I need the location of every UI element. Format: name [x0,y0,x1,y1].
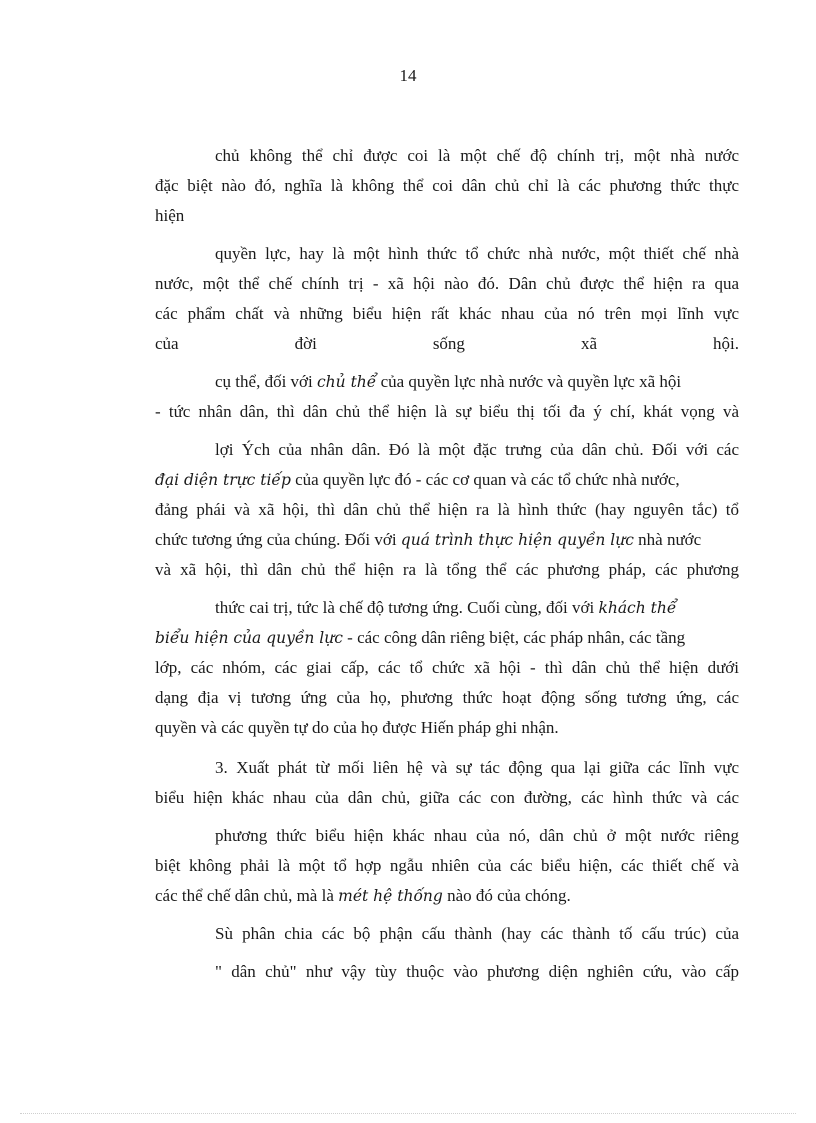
text-line: biệt không phải là một tổ hợp ngẫu nhiên của các biểu hiện, các thiết chế và [155,856,739,875]
emphasis-text: biểu hiện của quyền lực [155,629,343,647]
text-line: và xã hội, thì dân chủ thể hiện ra là tổng thể các phương pháp, các phương [155,560,739,579]
page-number: 14 [399,66,417,85]
text-line [215,371,739,393]
text-line [155,885,739,907]
text-line: lợi Ých của nhân dân. Đó là một đặc trưng của dân chủ. Đối với các [215,440,739,459]
emphasis-text: quá trình thực hiện quyền lực [400,531,634,549]
text-segment: các thể chế dân chủ, mà là [155,886,339,905]
text-segment: nhà nước [633,530,702,549]
text-segment: của quyền lực nhà nước và quyền lực xã hội [376,372,682,391]
text-line: chủ không thể chỉ được coi là một chế độ chính trị, một nhà nước [215,146,739,165]
text-line: nước, một thể chế chính trị - xã hội nào đó. Dân chủ được thể hiện ra qua [155,274,739,293]
emphasis-text: khách thể [598,599,677,617]
text-line: đặc biệt nào đó, nghĩa là không thể coi dân chủ chỉ là các phương thức thực [155,176,739,195]
text-line: quyền và các quyền tự do của họ được Hiến pháp ghi nhận. [155,718,559,737]
word: sống [432,334,465,353]
text-line [155,469,739,491]
word: hội. [712,334,739,353]
emphasis-text: chủ thể [317,373,377,391]
text-segment: chức tương ứng của chúng. Đối với [155,530,401,549]
page-bottom-divider [20,1113,796,1114]
text-line: 3. Xuất phát từ mối liên hệ và sự tác động qua lại giữa các lĩnh vực [215,758,739,777]
text-line: - tức nhân dân, thì dân chủ thể hiện là sự biểu thị tối đa ý chí, khát vọng và [155,402,739,421]
emphasis-text: mét hệ thống [338,887,443,905]
word: xã [580,334,597,353]
text-segment: cụ thể, đối với [215,372,317,391]
text-line [215,597,739,619]
text-line: " dân chủ" như vậy tùy thuộc vào phương diện nghiên cứu, vào cấp [215,962,739,981]
spread-line [155,333,739,355]
text-line: quyền lực, hay là một hình thức tổ chức nhà nước, một thiết chế nhà [215,244,739,263]
text-segment: thức cai trị, tức là chế độ tương ứng. Cuối cùng, đối với [215,598,599,617]
word: đời [294,334,317,353]
word: của [155,334,179,353]
text-segment: - các công dân riêng biệt, các pháp nhân, các tầng [342,628,686,647]
text-line: đảng phái và xã hội, thì dân chủ thể hiện ra là hình thức (hay nguyên tắc) tổ [155,500,739,519]
text-line: phương thức biểu hiện khác nhau của nó, dân chủ ở một nước riêng [215,826,739,845]
text-segment: nào đó của chóng. [442,886,571,905]
text-line: Sù phân chia các bộ phận cấu thành (hay các thành tố cấu trúc) của [215,924,739,943]
text-line [155,529,739,551]
text-line [155,333,739,355]
emphasis-text: đại diện trực tiếp [155,471,291,489]
text-line: lớp, các nhóm, các giai cấp, các tổ chức xã hội - thì dân chủ thể hiện dưới [155,658,739,677]
text-line [155,627,739,649]
text-line: hiện [155,206,185,225]
text-segment: của quyền lực đó - các cơ quan và các tổ chức nhà nước, [290,470,680,489]
text-line: biểu hiện khác nhau của dân chủ, giữa các con đường, các hình thức và các [155,788,739,807]
text-line: dạng địa vị tương ứng của họ, phương thức hoạt động sống tương ứng, các [155,688,739,707]
text-line: các phẩm chất và những biểu hiện rất khác nhau của nó trên mọi lĩnh vực [155,304,739,323]
